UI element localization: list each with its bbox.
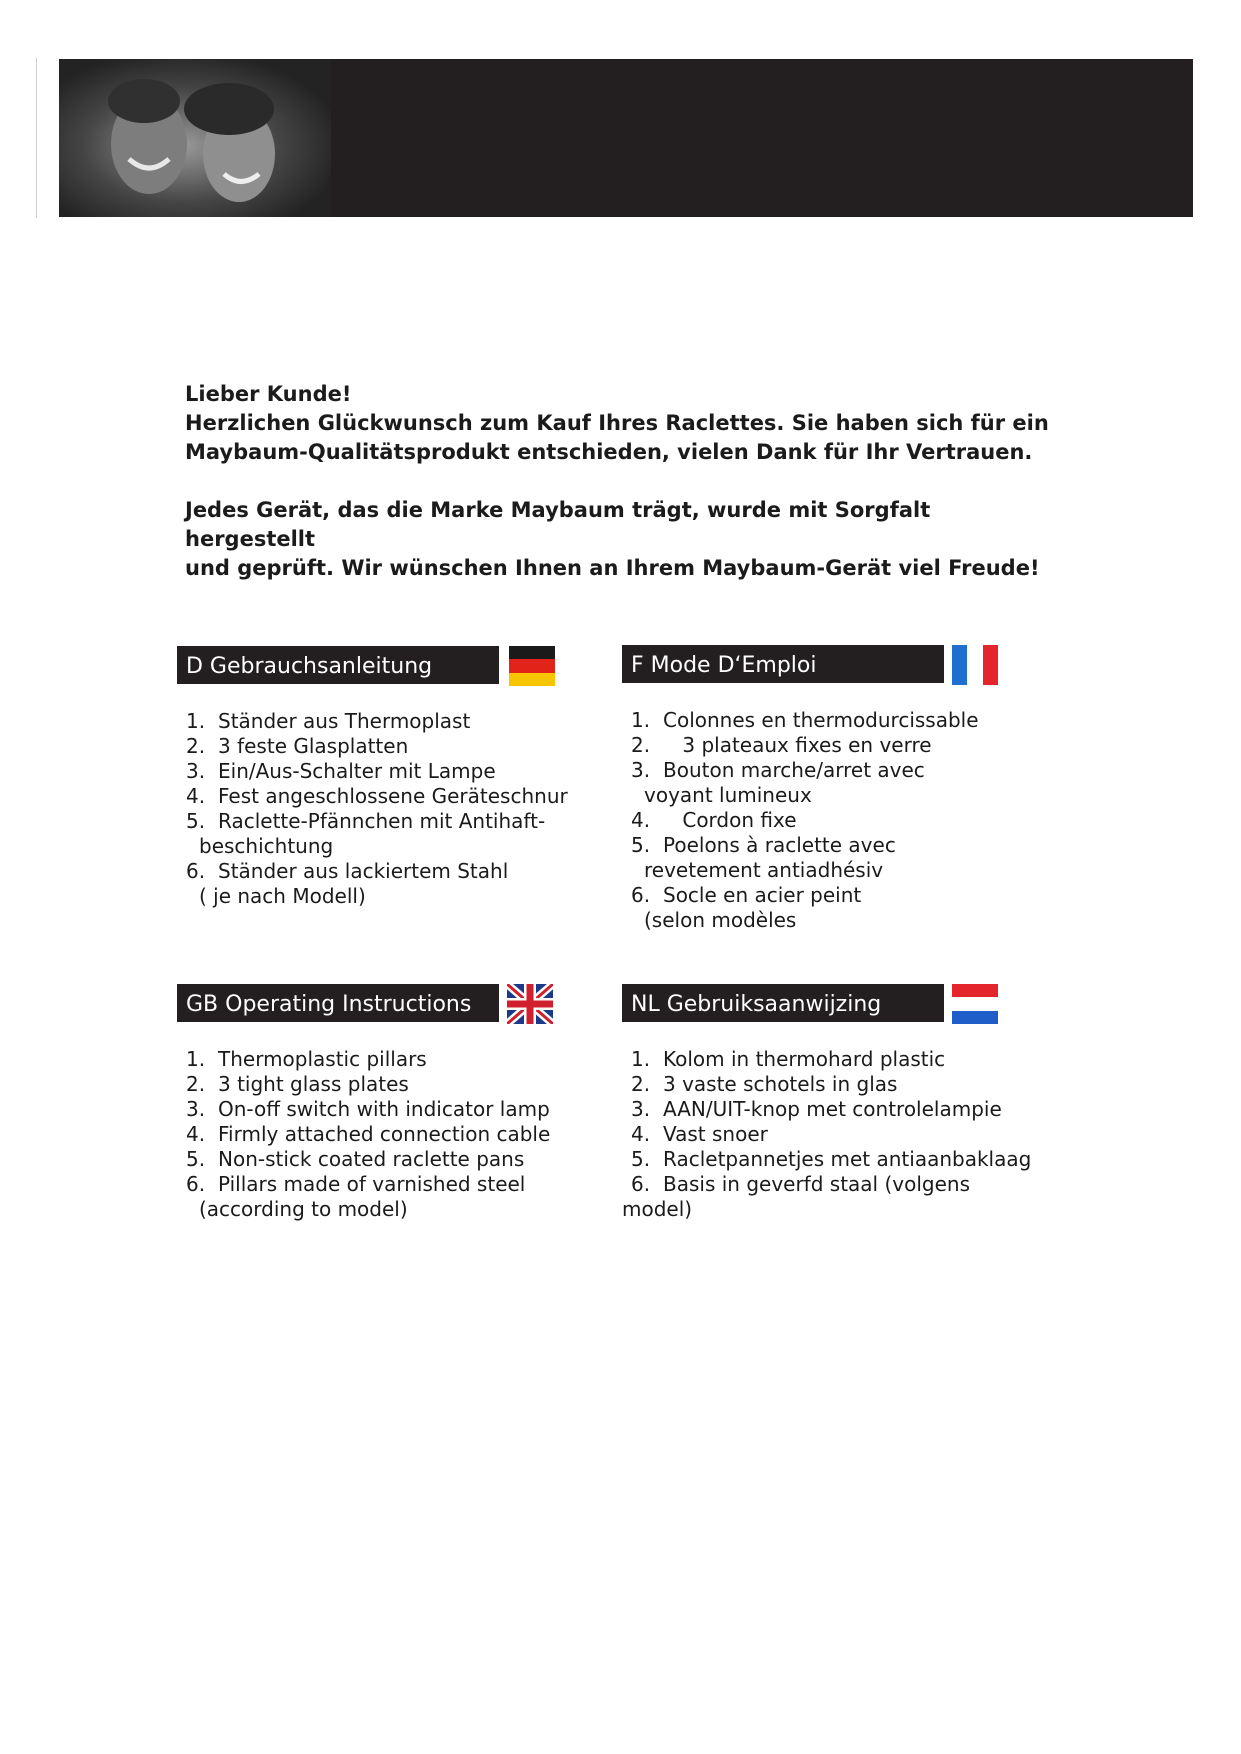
header-banner — [59, 59, 1193, 217]
list-item: 2. 3 plateaux fixes en verre — [631, 733, 932, 757]
list-item: 6. Basis in geverfd staal (volgens model) — [622, 1172, 970, 1221]
section-german — [177, 646, 597, 909]
greeting: Lieber Kunde! — [185, 382, 352, 406]
list-item: 5. Raclette-Pfännchen mit Antihaft- — [186, 809, 546, 833]
section-heading: D Gebrauchsanleitung — [177, 646, 499, 684]
intro-line-1: Herzlichen Glückwunsch zum Kauf Ihres Raclettes. Sie haben sich für ein — [185, 411, 1049, 435]
list-item: 4. Firmly attached connection cable — [186, 1122, 551, 1146]
intro-line-2: Maybaum-Qualitätsprodukt entschieden, vielen Dank für Ihr Vertrauen. — [185, 440, 1033, 464]
list-item: 1. Colonnes en thermodurcissable — [631, 708, 979, 732]
list-item-continuation: beschichtung — [199, 834, 334, 858]
list-item: 1. Kolom in thermohard plastic — [631, 1047, 946, 1071]
section-heading: F Mode D‘Emploi — [622, 645, 944, 683]
list-item: 4. Cordon fixe — [631, 808, 797, 832]
list-item: 5. Poelons à raclette avec — [631, 833, 896, 857]
section-heading: NL Gebruiksaanwijzing — [622, 984, 944, 1022]
list-item: 1. Thermoplastic pillars — [186, 1047, 427, 1071]
parts-list — [177, 1047, 597, 1222]
french-flag-icon — [952, 645, 998, 685]
intro-text — [185, 380, 1065, 583]
list-item-continuation: revetement antiadhésiv — [644, 858, 884, 882]
list-item: 1. Ständer aus Thermoplast — [186, 709, 471, 733]
section-heading: GB Operating Instructions — [177, 984, 499, 1022]
list-item: 3. Ein/Aus-Schalter mit Lampe — [186, 759, 496, 783]
list-item: 3. AAN/UIT-knop met controlelampie — [631, 1097, 1002, 1121]
list-item: 6. Ständer aus lackiertem Stahl — [186, 859, 509, 883]
list-item: 5. Non-stick coated raclette pans — [186, 1147, 525, 1171]
parts-list — [622, 708, 1042, 933]
left-margin-rule — [36, 58, 37, 218]
intro-line-4: und geprüft. Wir wünschen Ihnen an Ihrem Maybaum-Gerät viel Freude! — [185, 556, 1040, 580]
uk-flag-icon — [507, 984, 553, 1024]
german-flag-icon — [509, 646, 555, 686]
list-item: 6. Socle en acier peint — [631, 883, 862, 907]
list-item-continuation: voyant lumineux — [644, 783, 812, 807]
parts-list — [622, 1047, 1042, 1222]
list-item: 4. Fest angeschlossene Geräteschnur — [186, 784, 568, 808]
list-item-continuation: ( je nach Modell) — [199, 884, 366, 908]
section-french — [622, 645, 1042, 933]
list-item: 3. On-off switch with indicator lamp — [186, 1097, 550, 1121]
list-item: 4. Vast snoer — [631, 1122, 768, 1146]
list-item: 6. Pillars made of varnished steel — [186, 1172, 526, 1196]
intro-line-3: Jedes Gerät, das die Marke Maybaum trägt, wurde mit Sorgfalt hergestellt — [185, 498, 931, 551]
list-item: 2. 3 feste Glasplatten — [186, 734, 409, 758]
parts-list — [177, 709, 597, 909]
list-item: 3. Bouton marche/arret avec — [631, 758, 925, 782]
dutch-flag-icon — [952, 984, 998, 1024]
list-item-continuation: (selon modèles — [644, 908, 797, 932]
list-item: 5. Racletpannetjes met antiaanbaklaag — [631, 1147, 1032, 1171]
couple-photo — [59, 59, 331, 217]
list-item-continuation: (according to model) — [199, 1197, 408, 1221]
section-dutch — [622, 984, 1042, 1222]
list-item: 2. 3 vaste schotels in glas — [631, 1072, 898, 1096]
section-english — [177, 984, 597, 1222]
list-item: 2. 3 tight glass plates — [186, 1072, 409, 1096]
